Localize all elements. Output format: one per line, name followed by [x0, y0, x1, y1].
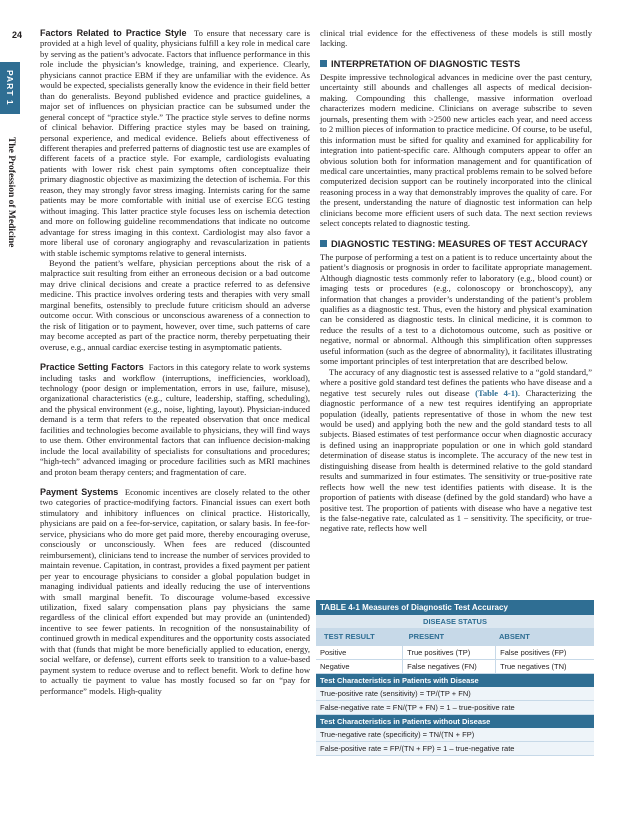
heading-square-icon	[320, 60, 327, 67]
table-band-no-disease: Test Characteristics in Patients without Disease	[316, 715, 594, 728]
paragraph-text: Beyond the patient’s welfare, physician perceptions about the risk of a malpractice suit resulting from either an erroneous decision or a bad outcome may drive clinical decisions and create a practice referred to as defensive medicine. This practice involves ordering tests and therapies with very small marginal benefits, ostensibly to preclude future criticism should an adverse outcome occur. With conscious or unconscious awareness of a connection to the risk of litigation or to payment, however, over time, such patterns of care may become accepted as part of the practice norm, thereby perpetuating their overuse, e.g., annual cardiac exercise testing in asymptomatic patients.	[40, 257, 310, 352]
paragraph-text: Economic incentives are closely related to the other two categories of practice-modifying factors. Financial issues can exert both stimulatory and inhibitory influences on clinical practice. Historically, physicians are paid on a fee-for-service, capitation, or salary basis. In fee-for-service, physicians who do more get paid more, thereby encouraging overuse, consciously or unconsciously. When fees are reduced (discounted reimbursement), clinicians tend to increase the number of services provided to maintain revenue. Capitation, in contrast, provides a fixed payment per patient per year to encourage physicians to consider a global population budget in managing individual patients and ideally reducing the use of interventions with small marginal benefit. To discourage volume-based excessive utilization, fixed salary compensation plans pay physicians the same regardless of the clinical effort expended but may provide an (unintended) incentive to see fewer patients. In recognition of the nonsustainability of continued growth in medical expenditures and the opportunity costs associated with that (funds that might be more beneficially applied to education, energy, social welfare, or defense), current efforts seek to transition to a value-based payment system to reduce overuse and to reflect benefit. Work to define how to actually tie payment to value has mostly focused so far on “pay for performance” models. High-quality	[40, 487, 310, 696]
runin-heading: Payment Systems	[40, 487, 119, 498]
table-reference-link[interactable]: (Table 4-1)	[475, 387, 518, 398]
table-row	[316, 660, 594, 674]
column-header: ABSENT	[494, 630, 590, 643]
table-formula: False-negative rate = FN/(TP + FN) = 1 – true-positive rate	[316, 701, 594, 715]
heading-square-icon	[320, 240, 327, 247]
paragraph-interpretation: Despite impressive technological advances in medicine over the past century, uncertainty still abounds and challenges all aspects of medical decision-making. Compounding this challenge, massive information overload characterizes modern medicine. Clinicians on average subscribe to seven journals, presenting them with >2500 new articles each year, and need access to 2 million pieces of information to practice medicine. Of course, to be useful, this information must be sifted for quality and examined for applicability for integration into patient-specific care. Although computers appear to offer an obvious solution both for information management and for quantification of medical care uncertainties, many practical problems remain to be solved before computerized decision support can be routinely incorporated into the clinical reasoning process in a way that demonstrably improves the quality of care. For the present, understanding the nature of diagnostic test information can help clinicians become more efficient users of such data. The next section reviews select concepts related to diagnostic testing.	[320, 71, 592, 229]
runin-heading: Factors Related to Practice Style	[40, 28, 187, 38]
paragraph-text: To ensure that necessary care is provided at a high level of quality, physicians fulfill a key role in medical care by serving as the patient’s advocate. Factors that influence performance in this role include the physician’s knowledge, training, and experience. Clearly, physicians cannot practice EBM if they are unfamiliar with the evidence. As would be expected, specialists generally know the evidence in their field better than do generalists. Beyond published evidence and practice guidelines, a major set of influences on physician practice can be subsumed under the general concept of “practice style.” The practice style serves to define norms of clinical behavior. Differing practice styles may be based on training, personal experience, and medical evidence. Beliefs about effectiveness of different therapies and preferred patterns of diagnostic test use are examples of different facets of a practice style. For example, cardiologists evaluating patients with lower risk chest pain symptoms often conceptualize their primary diagnostic objective as maximizing the detection of ischemia. For this reason, they may strongly favor stress imaging. Internists caring for the same patients may be more comfortable with initial use of exercise ECG testing without imaging. This latter practice style focuses less on ischemia detection and more on following guideline recommendations that indicate no outcome advantage for stress imaging in this context. Cardiologist may also favor a more liberal use of coronary angiography and revascularization in patients with stable ischemic symptoms relative to general internists.	[40, 28, 310, 258]
heading-text: INTERPRETATION OF DIAGNOSTIC TESTS	[331, 58, 521, 69]
table-cell: Positive	[320, 648, 347, 657]
table-formula: False-positive rate = FP/(TN + FP) = 1 – true-negative rate	[316, 742, 594, 756]
table-caption: TABLE 4-1 Measures of Diagnostic Test Accuracy	[316, 600, 594, 615]
table-cell: True positives (TP)	[402, 646, 495, 659]
paragraph-intro: clinical trial evidence for the effectiveness of these models is still mostly lacking.	[320, 28, 592, 49]
table-4-1	[316, 600, 594, 756]
disease-status-header: DISEASE STATUS	[316, 615, 594, 628]
paragraph-payment-systems	[40, 487, 310, 696]
paragraph-practice-setting	[40, 362, 310, 477]
paragraph-practice-style	[40, 28, 310, 258]
table-cell: False positives (FP)	[495, 646, 594, 659]
heading-text: DIAGNOSTIC TESTING: MEASURES OF TEST ACCURACY	[331, 238, 588, 249]
paragraph-text: . Characterizing the diagnostic performance of a new test requires identifying an appropriate population (ideally, patients representative of those in whom the new test would be used) and applying both the new and the gold standard tests to all subjects. Biased estimates of test performance occur when diagnostic accuracy is defined using an inappropriate population or one in which gold standard determination of disease status is incomplete. The accuracy of the new test in distinguishing disease from health is determined relative to the gold standard results and summarized in four estimates. The sensitivity or true-positive rate reflects how well the new test identifies patients with disease. It is the proportion of patients with disease (defined by the gold standard) who have a positive test. The proportion of patients with disease who have a negative test is the false-negative rate, calculated as 1 − sensitivity. The specificity, or true-negative rate, reflects how well	[320, 387, 592, 534]
paragraph-defensive-medicine	[40, 258, 310, 352]
column-header: TEST RESULT	[324, 632, 375, 641]
page-number: 24	[12, 30, 23, 40]
left-column	[40, 28, 310, 696]
table-band-disease: Test Characteristics in Patients with Disease	[316, 674, 594, 687]
right-column	[320, 28, 592, 534]
paragraph-text: The accuracy of any diagnostic test is assessed relative to a “gold standard,” where a positive gold standard test defines the patients who have disease and a negative test securely rules out disease	[320, 366, 592, 398]
table-row	[316, 646, 594, 660]
table-cell: Negative	[320, 662, 350, 671]
section-heading	[320, 239, 592, 250]
part-title: The Profession of Medicine	[6, 136, 16, 248]
table-formula: True-positive rate (sensitivity) = TP/(TP + FN)	[316, 687, 594, 701]
table-formula: True-negative rate (specificity) = TN/(TN + FP)	[316, 728, 594, 742]
paragraph-accuracy	[320, 367, 592, 534]
paragraph-purpose: The purpose of performing a test on a patient is to reduce uncertainty about the patient’s diagnosis or prognosis in order to facilitate appropriate management. Although diagnostic tests commonly refer to laboratory (e.g., blood count) or imaging tests or procedures (e.g., colonoscopy or bronchoscopy), any information that changes a provider’s understanding of the patient’s problem qualifies as a diagnostic test. Thus, even the history and physical examination can be considered as diagnostic tests. In clinical medicine, it is common to reduce the results of a test to a dichotomous outcome, such as positive or negative, normal or abnormal. Although this simplification often suppresses useful information (such as the degree of abnormality), it facilitates illustrating some important principles of test interpretation that are described below.	[320, 251, 592, 367]
table-header-row	[316, 628, 594, 646]
section-heading	[320, 59, 592, 70]
column-header: PRESENT	[404, 630, 494, 643]
table-cell: True negatives (TN)	[495, 660, 594, 673]
table-cell: False negatives (FN)	[402, 660, 495, 673]
paragraph-text: Factors in this category relate to work systems including tasks and workflow (interruptions, inefficiencies, workload), technology (poor design or implementation, errors in use, failure, misuse), organizational characteristics (e.g., culture, leadership, staffing, scheduling), and the physical environment (e.g., noise, lighting, layout). Physician-induced demand is a term that refers to the repeated observation that once medical facilities and technologies become available to physicians, they will find ways to use them. Other environmental factors that can influence decision-making include the local availability of specialists for consultations and procedures; “high-tech” advanced imaging or procedure facilities such as MRI machines and proton beam therapy centers; and fragmentation of care.	[40, 362, 310, 477]
part-label: PART 1	[5, 70, 15, 106]
runin-heading: Practice Setting Factors	[40, 362, 144, 373]
